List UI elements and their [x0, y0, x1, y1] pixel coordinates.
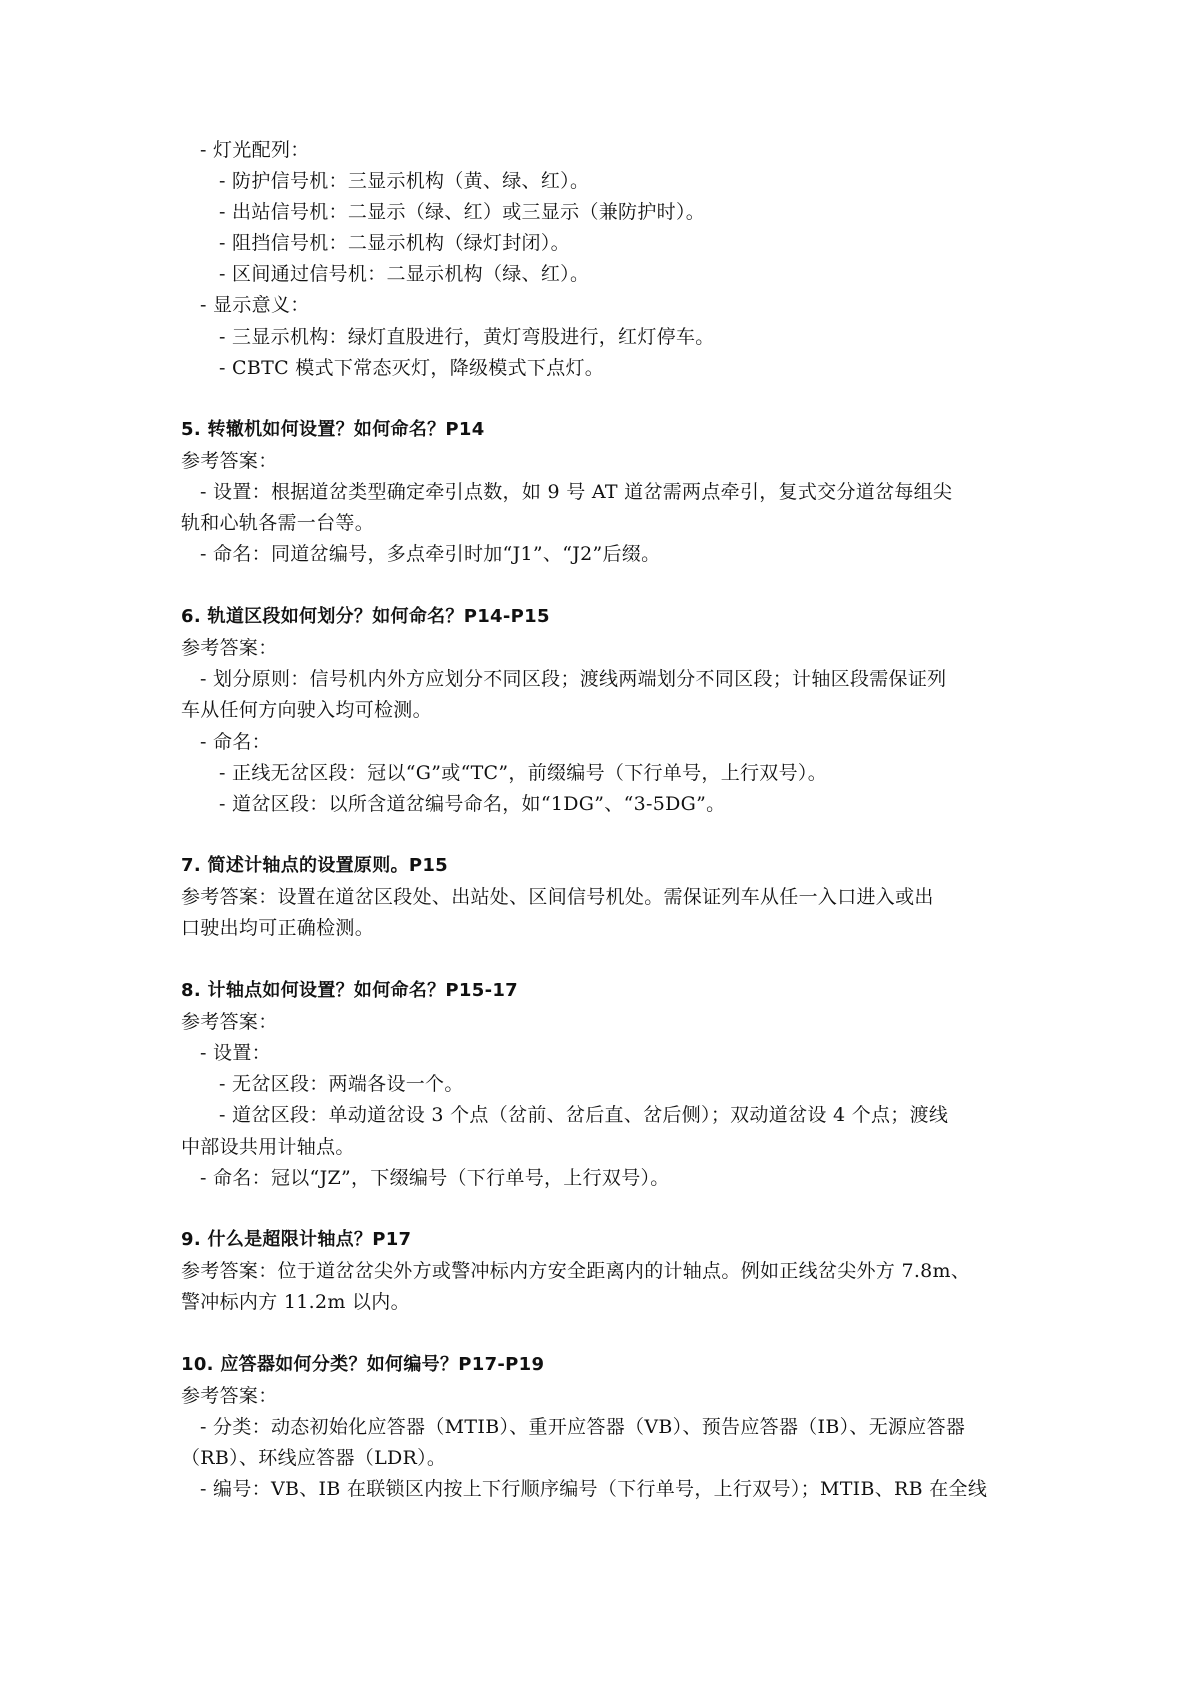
- text-line: 参考答案：: [181, 1011, 278, 1033]
- text-line: - 无岔区段：两端各设一个。: [219, 1073, 464, 1095]
- text-line: - 出站信号机：二显示（绿、红）或三显示（兼防护时）。: [219, 201, 706, 223]
- text-line: - 正线无岔区段：冠以“G”或“TC”，前缀编号（下行单号，上行双号）。: [219, 762, 828, 784]
- text-line: - 分类：动态初始化应答器（MTIB）、重开应答器（VB）、预告应答器（IB）、无源应答器: [200, 1416, 966, 1438]
- text-line: - 区间通过信号机：二显示机构（绿、红）。: [219, 263, 590, 285]
- question-heading: 10. 应答器如何分类？如何编号？P17-P19: [181, 1354, 545, 1375]
- text-line: - 防护信号机：三显示机构（黄、绿、红）。: [219, 170, 590, 192]
- text-line: - 显示意义：: [200, 294, 310, 316]
- text-line: - 三显示机构：绿灯直股进行，黄灯弯股进行，红灯停车。: [219, 326, 715, 348]
- text-line: 参考答案：: [181, 1385, 278, 1407]
- text-line: 中部设共用计轴点。: [181, 1136, 355, 1158]
- text-line: - 设置：: [200, 1042, 271, 1064]
- text-line: 警冲标内方 11.2m 以内。: [181, 1291, 410, 1313]
- question-heading: 5. 转辙机如何设置？如何命名？P14: [181, 419, 485, 440]
- text-line: - 划分原则：信号机内外方应划分不同区段；渡线两端划分不同区段；计轴区段需保证列: [200, 668, 947, 690]
- text-line: - 阻挡信号机：二显示机构（绿灯封闭）。: [219, 232, 570, 254]
- text-line: 口驶出均可正确检测。: [181, 917, 375, 939]
- text-line: - CBTC 模式下常态灭灯，降级模式下点灯。: [219, 357, 605, 379]
- text-line: - 灯光配列：: [200, 139, 310, 161]
- question-heading: 9. 什么是超限计轴点？P17: [181, 1229, 412, 1250]
- text-line: 参考答案：: [181, 450, 278, 472]
- text-line: - 命名：: [200, 731, 271, 753]
- text-line: - 编号：VB、IB 在联锁区内按上下行顺序编号（下行单号，上行双号）；MTIB、RB 在全线: [200, 1478, 988, 1500]
- text-line: - 设置：根据道岔类型确定牵引点数，如 9 号 AT 道岔需两点牵引，复式交分道岔每组尖: [200, 481, 953, 503]
- text-line: 参考答案：: [181, 637, 278, 659]
- text-line: - 命名：冠以“JZ”，下缀编号（下行单号，上行双号）。: [200, 1167, 670, 1189]
- text-line: 参考答案：位于道岔岔尖外方或警冲标内方安全距离内的计轴点。例如正线岔尖外方 7.8m、: [181, 1260, 971, 1282]
- text-line: - 道岔区段：单动道岔设 3 个点（岔前、岔后直、岔后侧）；双动道岔设 4 个点；渡线: [219, 1104, 949, 1126]
- text-line: （RB）、环线应答器（LDR）。: [181, 1447, 447, 1469]
- text-line: 参考答案：设置在道岔区段处、出站处、区间信号机处。需保证列车从任一入口进入或出: [181, 886, 934, 908]
- text-line: 车从任何方向驶入均可检测。: [181, 699, 432, 721]
- text-line: 轨和心轨各需一台等。: [181, 512, 375, 534]
- question-heading: 6. 轨道区段如何划分？如何命名？P14-P15: [181, 606, 550, 627]
- text-line: - 道岔区段：以所含道岔编号命名，如“1DG”、“3-5DG”。: [219, 793, 726, 815]
- question-heading: 8. 计轴点如何设置？如何命名？P15-17: [181, 980, 518, 1001]
- text-line: - 命名：同道岔编号，多点牵引时加“J1”、“J2”后缀。: [200, 543, 661, 565]
- question-heading: 7. 简述计轴点的设置原则。P15: [181, 855, 448, 876]
